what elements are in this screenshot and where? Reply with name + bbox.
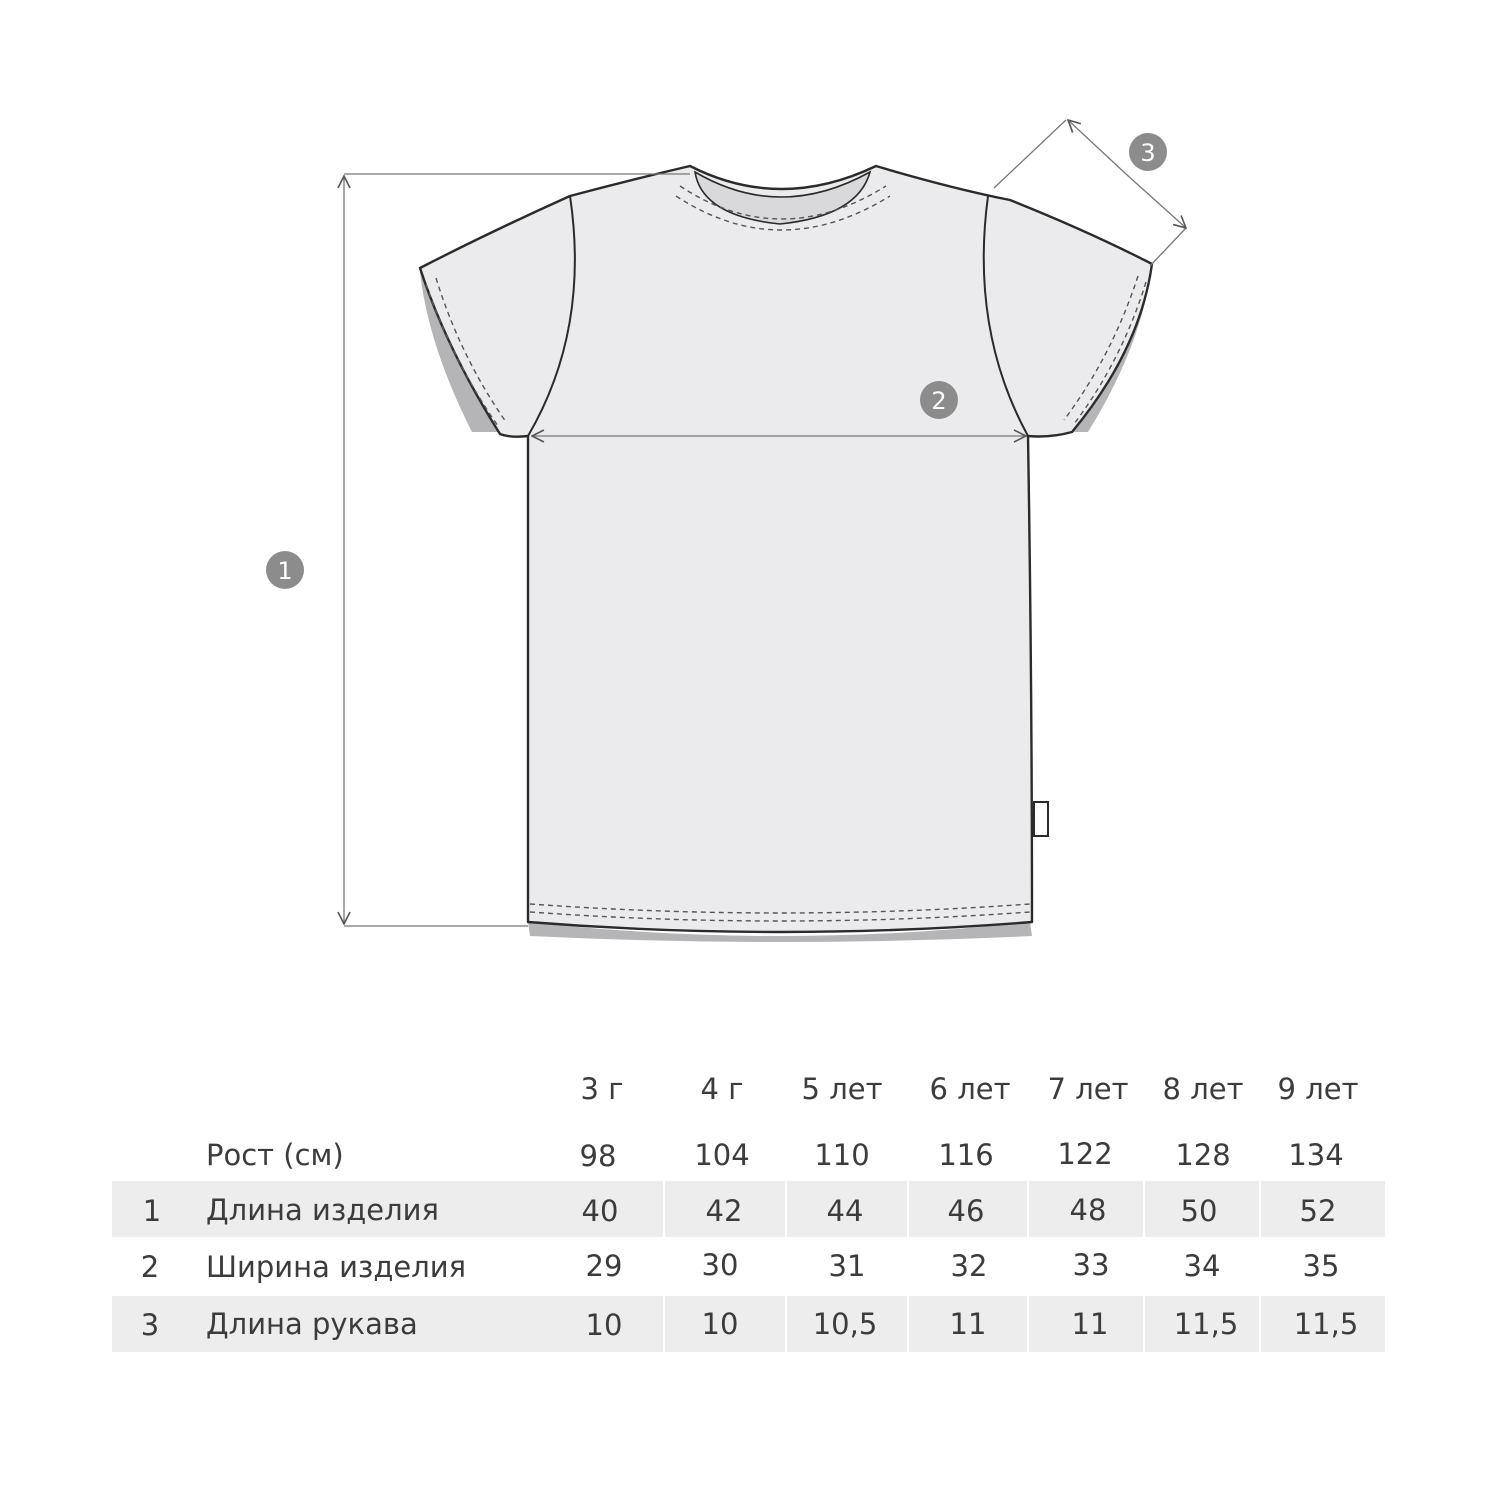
- label-tab: [1034, 802, 1048, 836]
- table-cell: 134: [1288, 1138, 1344, 1172]
- table-cell: 10,5: [812, 1307, 878, 1341]
- table-cell: 44: [826, 1194, 864, 1228]
- table-cell: 11: [949, 1307, 987, 1341]
- row-number: 3: [140, 1308, 160, 1342]
- table-cell: 11,5: [1173, 1307, 1239, 1341]
- size-header: 9 лет: [1277, 1072, 1359, 1106]
- table-cell: 33: [1072, 1248, 1110, 1282]
- table-cell: 11: [1071, 1307, 1109, 1341]
- table-cell: 34: [1183, 1249, 1221, 1283]
- table-cell: 30: [701, 1248, 739, 1282]
- table-cell: 31: [828, 1249, 866, 1283]
- table-cell: 11,5: [1293, 1307, 1359, 1341]
- row-label: Длина изделия: [206, 1193, 439, 1227]
- table-cell: 52: [1299, 1194, 1337, 1228]
- table-cell: 10: [701, 1307, 739, 1341]
- row-number: 2: [140, 1250, 160, 1284]
- table-cell: 128: [1175, 1138, 1231, 1172]
- size-header: 8 лет: [1162, 1072, 1244, 1106]
- table-cell: 48: [1069, 1193, 1107, 1227]
- size-header: 4 г: [700, 1072, 744, 1106]
- table-cell: 29: [585, 1249, 623, 1283]
- marker-2: [920, 381, 958, 419]
- table-cell: 35: [1302, 1249, 1340, 1283]
- table-cell: 110: [814, 1138, 870, 1172]
- table-cell: 10: [585, 1308, 623, 1342]
- row-label: Ширина изделия: [206, 1250, 467, 1284]
- table-cell: 40: [581, 1194, 619, 1228]
- table-cell: 116: [938, 1138, 994, 1172]
- table-cell: 50: [1180, 1194, 1218, 1228]
- table-cell: 46: [947, 1194, 985, 1228]
- table-cell: 98: [579, 1139, 617, 1173]
- row-number: 1: [142, 1194, 162, 1228]
- svg-text:2: 2: [931, 387, 947, 415]
- row-label: Рост (см): [206, 1138, 344, 1172]
- table-cell: 42: [705, 1194, 743, 1228]
- marker-1: [266, 551, 304, 589]
- svg-text:1: 1: [277, 557, 293, 585]
- table-cell: 122: [1057, 1137, 1113, 1171]
- row-label: Длина рукава: [206, 1307, 418, 1341]
- marker-3: [1129, 133, 1167, 171]
- size-header: 5 лет: [801, 1072, 883, 1106]
- table-cell: 32: [950, 1249, 988, 1283]
- size-header: 6 лет: [929, 1072, 1011, 1106]
- table-cell: 104: [694, 1138, 750, 1172]
- svg-text:3: 3: [1140, 139, 1156, 167]
- size-header: 7 лет: [1047, 1072, 1129, 1106]
- size-header: 3 г: [580, 1072, 624, 1106]
